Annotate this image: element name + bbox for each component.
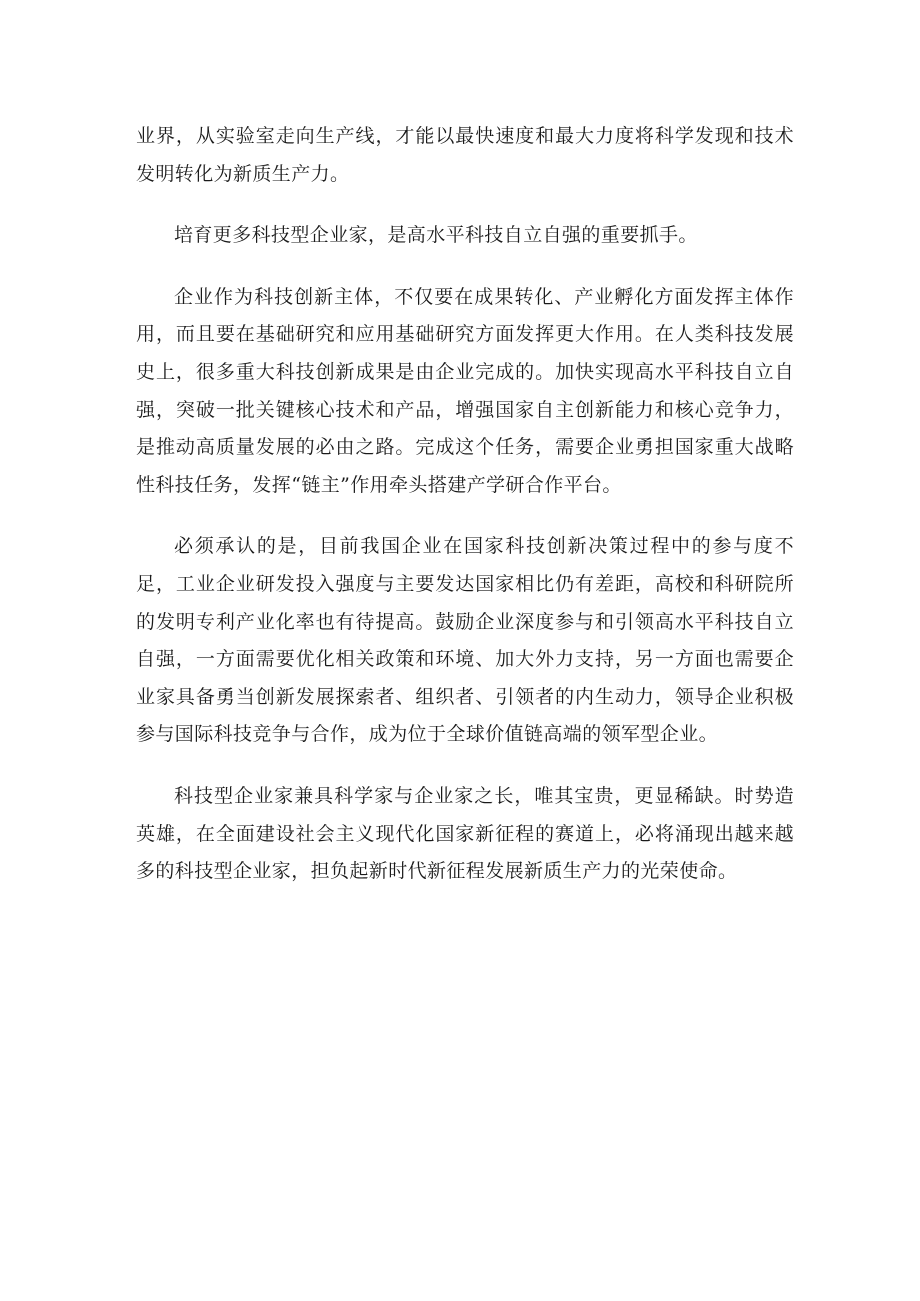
paragraph-continuation: 业界，从实验室走向生产线，才能以最快速度和最大力度将科学发现和技术发明转化为新质生产力。 xyxy=(136,125,794,185)
paragraph-conclusion: 科技型企业家兼具科学家与企业家之长，唯其宝贵，更显稀缺。时势造英雄，在全面建设社会主义现代化国家新征程的赛道上，必将涌现出越来越多的科技型企业家，担负起新时代新征程发展新质生产力的光荣使命。 xyxy=(136,784,794,883)
paragraph-thesis: 培育更多科技型企业家，是高水平科技自立自强的重要抓手。 xyxy=(174,224,698,247)
paragraph-enterprise-role: 企业作为科技创新主体，不仅要在成果转化、产业孵化方面发挥主体作用，而且要在基础研究和应用基础研究方面发挥更大作用。在人类科技发展史上，很多重大科技创新成果是由企业完成的。加快实现高水平科技自立自强，突破一批关键核心技术和产品，增强国家自主创新能力和核心竞争力，是推动高质量发展的必由之路。完成这个任务，需要企业勇担国家重大战略性科技任务，发挥“链主”作用牵头搭建产学研合作平台。 xyxy=(136,285,794,496)
paragraph-challenges: 必须承认的是，目前我国企业在国家科技创新决策过程中的参与度不足，工业企业研发投入强度与主要发达国家相比仍有差距，高校和科研院所的发明专利产业化率也有待提高。鼓励企业深度参与和引领高水平科技自立自强，一方面需要优化相关政策和环境、加大外力支持，另一方面也需要企业家具备勇当创新发展探索者、组织者、引领者的内生动力，领导企业积极参与国际科技竞争与合作，成为位于全球价值链高端的领军型企业。 xyxy=(136,535,794,746)
document-body xyxy=(136,118,794,915)
